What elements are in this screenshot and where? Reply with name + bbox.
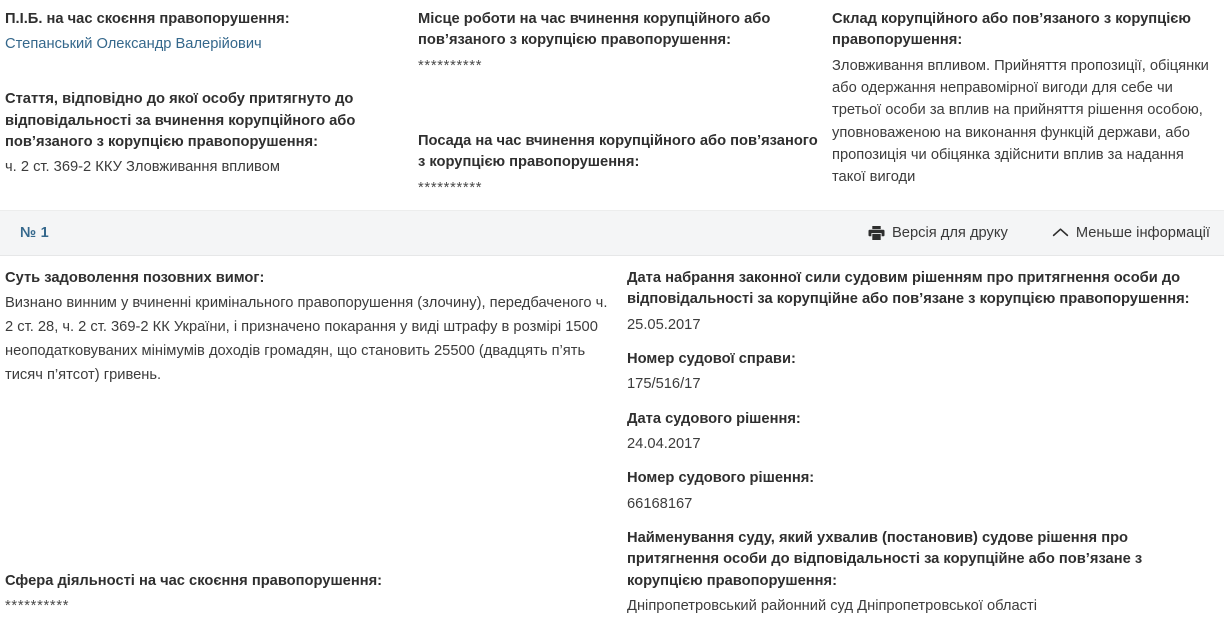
field-position [418,131,818,199]
top-column-middle [418,9,818,199]
field-offence-composition-label: Склад корупційного або пов’язаного з корупцією правопорушення: [832,11,1191,49]
field-activity-area-value: ********** [5,598,70,615]
field-article-value: ч. 2 ст. 369-2 ККУ Зловживання впливом [5,159,280,176]
field-activity-area [5,571,605,618]
field-position-label: Посада на час вчинення корупційного або пов’язаного з корупцією правопорушення: [418,132,818,171]
top-fields-grid [0,0,1224,210]
field-article [5,89,405,178]
field-decision-date-value: 24.04.2017 [627,435,701,452]
collapse-info-label: Меньше інформації [1075,225,1210,241]
field-full-name [5,9,405,55]
field-case-number-value: 175/516/17 [627,376,701,393]
field-decision-number [627,468,1217,515]
field-claim-substance [5,268,610,388]
field-full-name-label: П.І.Б. на час скоєння правопорушення: [5,11,290,27]
field-court-name [627,528,1217,617]
field-workplace [418,9,818,77]
top-column-left [5,9,405,179]
field-court-name-label: Найменування суду, який ухвалив (постановив) судове рішення про притягнення особи до відповідальності за корупційне або пов’язане з корупцією правопорушення: [627,529,1143,589]
field-case-number-label: Номер судової справи: [627,350,796,367]
field-position-value: ********** [418,179,483,196]
field-effective-date-value: 25.05.2017 [627,316,701,333]
field-workplace-label: Місце роботи на час вчинення корупційного або пов’язаного з корупцією правопорушення: [418,11,771,49]
toolbar-actions [868,225,1210,241]
field-article-label: Стаття, відповідно до якої особу притягнуто до відповідальності за вчинення корупційного або пов’язаного з корупцією правопорушення: [5,91,356,150]
field-workplace-value: ********** [418,57,483,74]
print-version-label: Версія для друку [892,225,1008,241]
collapse-info-button[interactable] [1052,225,1210,241]
lower-column-left-bottom [5,571,605,618]
field-activity-area-label: Сфера діяльності на час скоєння правопорушення: [5,573,383,589]
printer-icon [868,225,885,241]
field-decision-number-label: Номер судового рішення: [627,470,815,487]
print-version-button[interactable] [868,225,1008,241]
field-effective-date-label: Дата набрання законної сили судовим рішенням про притягнення особи до відповідальності за корупційне або пов’язане з корупцією правопорушення: [627,270,1190,308]
top-column-right [832,9,1220,189]
field-decision-date-label: Дата судового рішення: [627,410,801,427]
field-claim-substance-label: Суть задоволення позовних вимог: [5,270,265,286]
field-effective-date [627,268,1217,336]
chevron-up-icon [1052,227,1069,239]
field-offence-composition [832,9,1220,189]
field-decision-number-value: 66168167 [627,495,693,512]
lower-column-left [5,268,610,388]
field-court-name-value: Дніпропетровський районний суд Дніпропетровської області [627,597,1037,614]
field-claim-substance-value: Визнано винним у вчиненні кримінального правопорушення (злочину), передбаченого ч. 2 ст. 28, ч. 2 ст. 369-2 КК України, і призначено покарання у виді штрафу в розмірі 1500 неоподатковуваних мінімумів доходів громадян, що становить 25500 (двадцять п’ять тисяч п’ятсот) гривень. [5,295,608,384]
record-number-badge: № 1 [20,225,49,241]
field-case-number [627,349,1217,396]
field-full-name-value-link[interactable]: Степанський Олександр Валерійович [5,36,262,53]
field-decision-date [627,409,1217,456]
record-toolbar [0,210,1224,256]
lower-column-right [627,268,1217,617]
field-offence-composition-value: Зловживання впливом. Прийняття пропозиції, обіцянки або одержання неправомірної вигоди для себе чи третьої особи за вплив на прийняття рішення особою, уповноваженою на виконання функцій держави, або пропозиція чи обіцянка здійснити вплив за надання такої вигоди [832,57,1209,186]
